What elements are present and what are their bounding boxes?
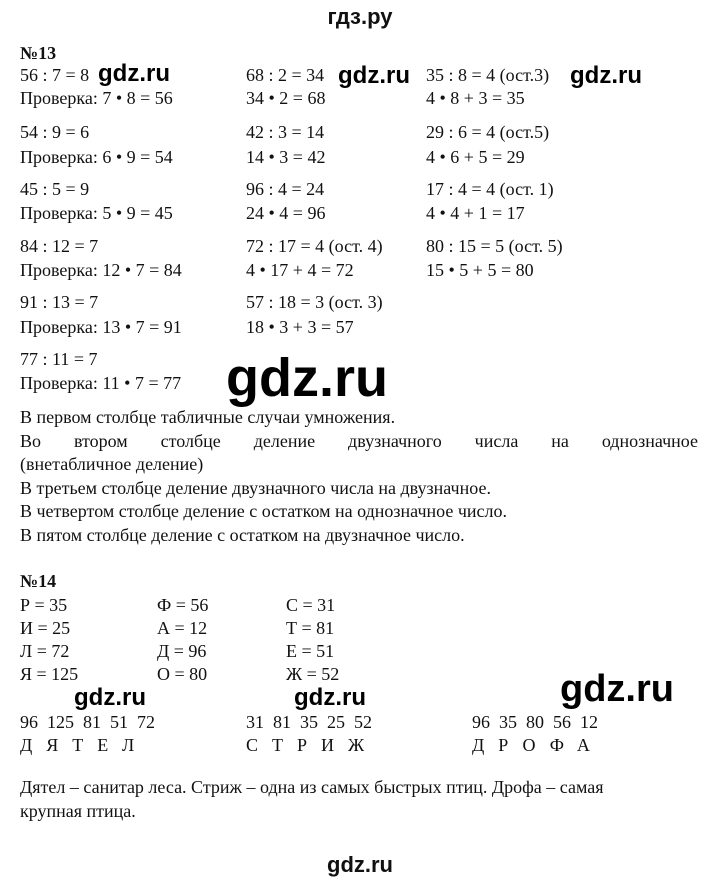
explanation-line: В третьем столбце деление двузначного числа на двузначное. [20,478,491,498]
eq-line: 35 : 8 = 4 (ост.3) [426,65,550,85]
explanation-line: В четвертом столбце деление с остатком на однозначное число. [20,501,507,521]
watermark-large: gdz.ru [226,348,388,408]
letter-value: С = 31 [286,595,336,615]
eq-line: 14 • 3 = 42 [246,147,326,167]
letter-value: Е = 51 [286,641,335,661]
word-numbers: 96 125 81 51 72 [20,712,155,732]
eq-line: 56 : 7 = 8 [20,65,90,85]
letter-value: Я = 125 [20,664,79,684]
letter-value: Ж = 52 [286,664,340,684]
letter-value: О = 80 [157,664,208,684]
eq-line: 34 • 2 = 68 [246,88,326,108]
watermark: gdz.ru [570,62,642,89]
eq-line: Проверка: 6 • 9 = 54 [20,147,173,167]
eq-line: Проверка: 13 • 7 = 91 [20,317,182,337]
eq-line: 4 • 6 + 5 = 29 [426,147,525,167]
word-letters: ДРОФА [472,735,604,755]
eq-line: 45 : 5 = 9 [20,179,90,199]
eq-line: 4 • 17 + 4 = 72 [246,260,354,280]
eq-line: Проверка: 12 • 7 = 84 [20,260,182,280]
explanation-line: В пятом столбце деление с остатком на двузначное число. [20,525,465,545]
explanation-line: (внетабличное деление) [20,454,204,474]
word-letters: ДЯТЕЛ [20,735,149,755]
site-header: гдз.ру [327,4,393,29]
conclusion-line: Дятел – санитар леса. Стриж – одна из самых быстрых птиц. Дрофа – самая [20,777,604,797]
eq-line: Проверка: 7 • 8 = 56 [20,88,173,108]
eq-line: 15 • 5 + 5 = 80 [426,260,534,280]
eq-line: 77 : 11 = 7 [20,349,98,369]
eq-line: 17 : 4 = 4 (ост. 1) [426,179,554,199]
eq-line: 68 : 2 = 34 [246,65,325,85]
letter-value: Д = 96 [157,641,207,661]
word-numbers: 96 35 80 56 12 [472,712,598,732]
letter-value: Т = 81 [286,618,335,638]
conclusion-line: крупная птица. [20,801,136,821]
watermark: gdz.ru [74,684,146,711]
eq-line: 80 : 15 = 5 (ост. 5) [426,236,563,256]
explanation-line: Во втором столбце деление двузначного числа на однозначное [20,431,698,451]
eq-line: 24 • 4 = 96 [246,203,326,223]
eq-line: 18 • 3 + 3 = 57 [246,317,354,337]
letter-value: Р = 35 [20,595,68,615]
letter-value: Ф = 56 [157,595,209,615]
watermark: gdz.ru [98,60,170,87]
eq-line: 42 : 3 = 14 [246,122,325,142]
watermark-medium: gdz.ru [560,668,674,710]
eq-line: 4 • 8 + 3 = 35 [426,88,525,108]
eq-line: 91 : 13 = 7 [20,292,99,312]
watermark: gdz.ru [294,684,366,711]
explanation-line: В первом столбце табличные случаи умножения. [20,407,396,427]
letter-value: А = 12 [157,618,208,638]
eq-line: 57 : 18 = 3 (ост. 3) [246,292,383,312]
eq-line: 54 : 9 = 6 [20,122,90,142]
eq-line: Проверка: 5 • 9 = 45 [20,203,173,223]
eq-line: Проверка: 11 • 7 = 77 [20,373,182,393]
eq-line: 4 • 4 + 1 = 17 [426,203,525,223]
eq-line: 96 : 4 = 24 [246,179,325,199]
task-13-title: №13 [20,43,57,63]
word-numbers: 31 81 35 25 52 [246,712,372,732]
letter-value: И = 25 [20,618,71,638]
task-14-title: №14 [20,571,57,591]
site-footer: gdz.ru [327,852,393,877]
letter-value: Л = 72 [20,641,70,661]
eq-line: 72 : 17 = 4 (ост. 4) [246,236,383,256]
eq-line: 29 : 6 = 4 (ост.5) [426,122,550,142]
watermark: gdz.ru [338,62,410,89]
eq-line: 84 : 12 = 7 [20,236,99,256]
word-letters: СТРИЖ [246,735,379,755]
